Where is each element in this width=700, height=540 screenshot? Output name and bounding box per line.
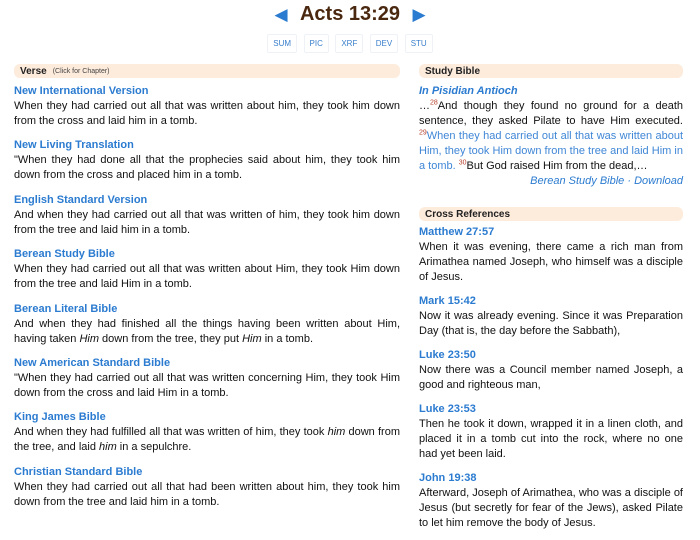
page-title: Acts 13:29	[299, 3, 401, 25]
cross-reference-text: When it was evening, there came a rich man from Arimathea named Joseph, who himself was a disciple of Jesus.	[419, 241, 683, 283]
ellipsis: …	[419, 100, 430, 112]
list-item	[14, 302, 400, 356]
verse-text-part: down from the tree, they put	[99, 332, 243, 345]
cross-reference-text: Afterward, Joseph of Arimathea, who was a disciple of Jesus (but secretly for fear of the Jews), asked Pilate to let him remove the body of Jesus.	[419, 487, 683, 529]
version-link[interactable]: Berean Study Bible	[14, 248, 115, 261]
version-link[interactable]: Christian Standard Bible	[14, 465, 143, 478]
cross-references-heading-label: Cross References	[425, 208, 511, 220]
verse-italic-word: Him	[242, 332, 262, 345]
version-link[interactable]: New International Version	[14, 85, 149, 97]
tab-xrf[interactable]: XRF	[335, 34, 363, 53]
cross-references-panel	[419, 207, 683, 531]
list-item	[14, 465, 400, 519]
study-passage	[419, 99, 683, 174]
tab-pic[interactable]: PIC	[304, 34, 329, 53]
verse-text: When they had carried out all that had been written about him, they took him down from the tree and laid him in a tomb.	[14, 480, 400, 508]
verse-italic-word: Him	[79, 332, 99, 345]
list-item	[14, 138, 400, 192]
version-link[interactable]: English Standard Version	[14, 193, 148, 206]
verse-text: When they had carried out all that was written about him, they took him down from the cross and laid him in a tomb.	[14, 100, 400, 127]
verse-text-part: in a tomb.	[261, 332, 313, 345]
tab-stu[interactable]: STU	[405, 34, 433, 53]
source-link[interactable]: Berean Study Bible	[530, 175, 625, 187]
list-item	[14, 84, 400, 138]
study-subtitle-link[interactable]: In Pisidian Antioch	[419, 85, 518, 97]
verse-28-text: And though they found no ground for a death sentence, they asked Pilate to have Him executed.	[419, 100, 683, 127]
next-verse-arrow-icon[interactable]: ▶	[412, 4, 426, 24]
list-item	[14, 356, 400, 410]
verse-text-part: And when they had finished all the things having been written about Him, having taken	[14, 317, 400, 345]
study-bible-panel	[419, 84, 683, 189]
list-item	[14, 193, 400, 247]
sidebar-column	[419, 64, 683, 540]
verse-list	[14, 84, 400, 519]
verse-section-heading[interactable]	[14, 64, 400, 78]
verse-column	[14, 64, 400, 519]
verse-italic-word: him	[327, 426, 346, 439]
download-link[interactable]: Download	[634, 175, 683, 187]
verse-text-part: down from the tree, and laid	[14, 426, 400, 454]
verse-text: "When they had carried out all that was written concerning Him, they took Him down from the cross and laid Him in a tomb.	[14, 371, 400, 399]
study-bible-heading-label: Study Bible	[425, 65, 481, 77]
list-item	[419, 471, 683, 531]
verse-30-text: But God raised Him from the dead,…	[466, 160, 648, 172]
verse-text: And when they had carried out all that was written of him, they took him down from the tree and laid him in a tomb.	[14, 208, 400, 236]
verse-text: "When they had done all that the prophecies said about him, they took him down from the cross and placed him in a tomb.	[14, 154, 400, 182]
cross-reference-link[interactable]: Luke 23:53	[419, 403, 476, 415]
verse-number: 30	[458, 159, 467, 167]
version-link[interactable]: New Living Translation	[14, 139, 134, 152]
list-item	[14, 247, 400, 301]
cross-reference-link[interactable]: John 19:38	[419, 472, 477, 484]
verse-heading-label: Verse	[20, 65, 47, 77]
cross-reference-link[interactable]: Matthew 27:57	[419, 226, 495, 238]
cross-reference-text: Now it was already evening. Since it was Preparation Day (that is, the day before the Sabbath),	[419, 310, 683, 337]
study-bible-heading	[419, 64, 683, 78]
verse-number: 28	[430, 99, 438, 107]
cross-reference-link[interactable]: Mark 15:42	[419, 295, 476, 307]
verse-text	[14, 317, 400, 347]
cross-reference-link[interactable]: Luke 23:50	[419, 349, 476, 361]
title-row	[0, 3, 700, 26]
cross-reference-text: Now there was a Council member named Joseph, a good and righteous man,	[419, 364, 683, 391]
version-link[interactable]: New American Standard Bible	[14, 356, 171, 369]
verse-italic-word: him	[99, 441, 117, 454]
chapter-link-hint[interactable]: (Click for Chapter)	[52, 67, 110, 75]
verse-text: When they had carried out all that was written about Him, they took Him down from the tree and laid Him in a tomb.	[14, 263, 400, 291]
version-link[interactable]: King James Bible	[14, 411, 106, 424]
cross-reference-list	[419, 225, 683, 531]
list-item	[419, 402, 683, 462]
verse-text-part: And when they had fulfilled all that was written of him, they took	[14, 426, 328, 439]
list-item	[419, 348, 683, 393]
verse-text	[14, 425, 400, 455]
view-tabs	[0, 33, 700, 53]
page-header	[0, 0, 700, 56]
cross-references-heading	[419, 207, 683, 221]
verse-text-part: in a sepulchre.	[116, 441, 192, 454]
list-item	[14, 410, 400, 464]
previous-verse-arrow-icon[interactable]: ◀	[274, 4, 288, 24]
verse-number: 29	[419, 129, 427, 137]
version-link[interactable]: Berean Literal Bible	[14, 302, 118, 315]
list-item	[419, 225, 683, 285]
tab-dev[interactable]: DEV	[370, 34, 398, 53]
list-item	[419, 294, 683, 339]
cross-reference-text: Then he took it down, wrapped it in a linen cloth, and placed it in a tomb cut into the rock, where no one had yet been laid.	[419, 418, 683, 460]
tab-sum[interactable]: SUM	[267, 34, 297, 53]
study-source	[419, 174, 683, 189]
separator: ·	[624, 175, 635, 187]
highlighted-verse-29: When they had carried out all that was written about Him, they took Him down from the tree and laid Him in a tomb.	[419, 130, 683, 172]
